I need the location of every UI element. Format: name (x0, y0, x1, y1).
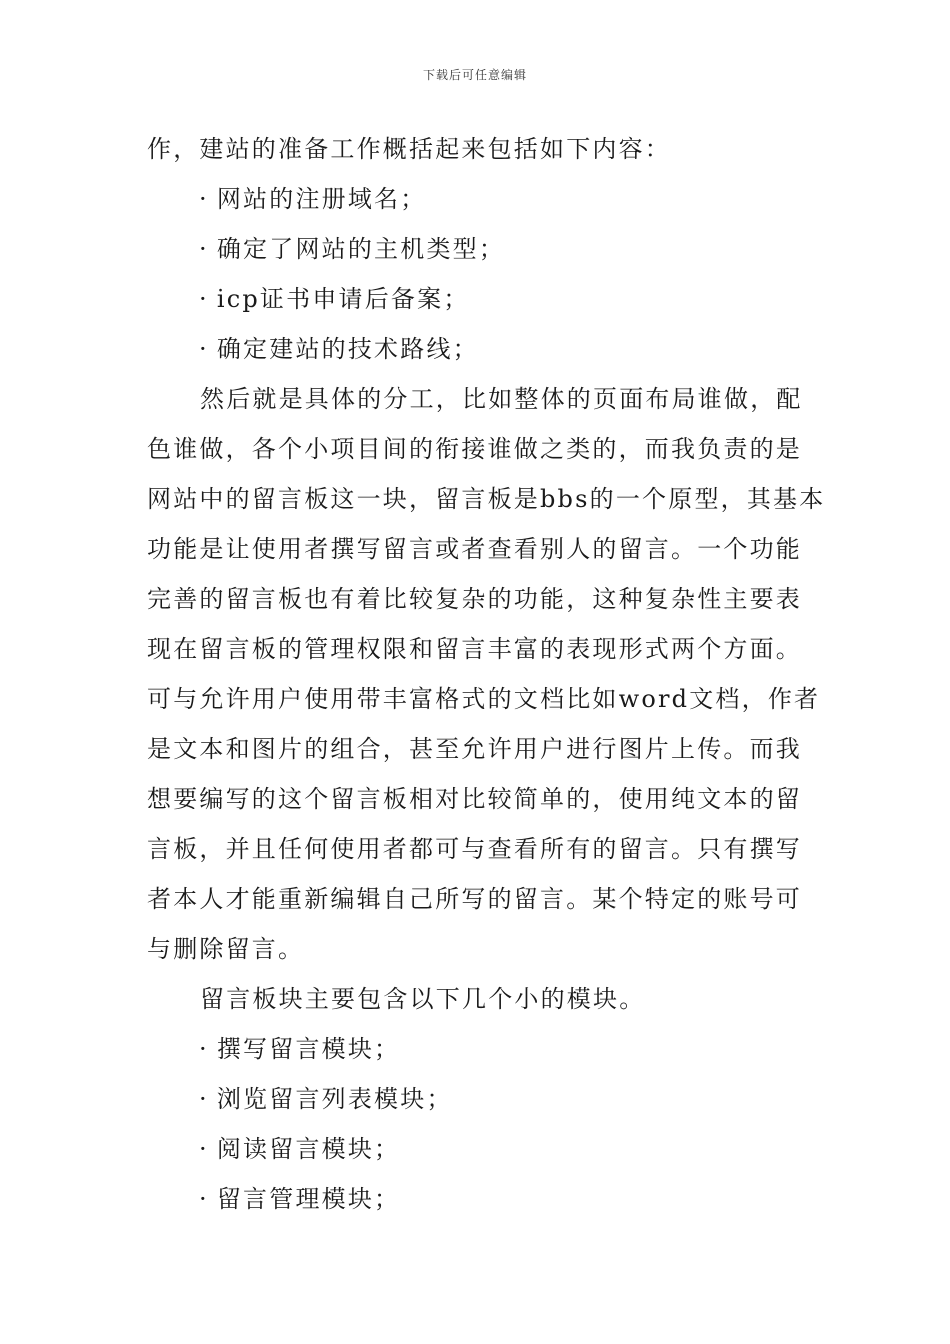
line-text: 色谁做，各个小项目间的衔接谁做之类的，而我负责的是 (147, 435, 802, 463)
bullet-item (147, 1074, 809, 1124)
line-text: 言板，并且任何使用者都可与查看所有的留言。只有撰写 (147, 835, 802, 863)
text-line (147, 774, 809, 824)
bullet-icon: · (199, 235, 209, 263)
line-text: 可与允许用户使用带丰富格式的文档比如word文档，作者 (147, 685, 821, 713)
bullet-item (147, 274, 809, 324)
line-text: 留言板块主要包含以下几个小的模块。 (200, 985, 646, 1013)
bullet-text: 阅读留言模块； (216, 1135, 401, 1163)
text-line (147, 624, 809, 674)
text-line (147, 474, 826, 524)
text-line (147, 674, 821, 724)
paragraph-first-line (147, 374, 809, 424)
bullet-item (147, 1124, 809, 1174)
line-text: 作，建站的准备工作概括起来包括如下内容： (147, 135, 671, 163)
bullet-icon: · (199, 335, 209, 363)
bullet-icon: · (199, 1135, 209, 1163)
bullet-icon: · (199, 1185, 209, 1213)
bullet-item (147, 1174, 809, 1224)
bullet-text: 确定了网站的主机类型； (216, 235, 506, 263)
line-text: 然后就是具体的分工，比如整体的页面布局谁做，配 (200, 385, 803, 413)
bullet-icon: · (199, 285, 209, 313)
bullet-text: icp证书申请后备案； (216, 285, 470, 313)
bullet-text: 确定建站的技术路线； (216, 335, 479, 363)
line-text: 想要编写的这个留言板相对比较简单的，使用纯文本的留 (147, 785, 802, 813)
bullet-text: 留言管理模块； (216, 1185, 401, 1213)
paragraph-first-line (147, 974, 809, 1024)
text-line (147, 824, 809, 874)
bullet-text: 撰写留言模块； (216, 1035, 401, 1063)
text-line (147, 524, 809, 574)
text-line (147, 724, 809, 774)
text-line (147, 124, 809, 174)
bullet-text: 浏览留言列表模块； (216, 1085, 453, 1113)
document-body (147, 124, 826, 1224)
bullet-icon: · (199, 1085, 209, 1113)
line-text: 功能是让使用者撰写留言或者查看别人的留言。一个功能 (147, 535, 802, 563)
page-header: 下载后可任意编辑 (422, 68, 527, 82)
line-text: 者本人才能重新编辑自己所写的留言。某个特定的账号可 (147, 885, 802, 913)
line-text: 现在留言板的管理权限和留言丰富的表现形式两个方面。 (147, 635, 802, 663)
bullet-icon: · (199, 185, 209, 213)
bullet-icon: · (199, 1035, 209, 1063)
text-line (147, 924, 809, 974)
text-line (147, 874, 809, 924)
line-text: 与删除留言。 (147, 935, 305, 963)
bullet-item (147, 1024, 809, 1074)
text-line (147, 424, 809, 474)
bullet-item (147, 324, 809, 374)
line-text: 完善的留言板也有着比较复杂的功能，这种复杂性主要表 (147, 585, 802, 613)
bullet-item (147, 174, 809, 224)
bullet-item (147, 224, 809, 274)
line-text: 是文本和图片的组合，甚至允许用户进行图片上传。而我 (147, 735, 802, 763)
bullet-text: 网站的注册域名； (216, 185, 427, 213)
line-text: 网站中的留言板这一块，留言板是bbs的一个原型，其基本 (147, 485, 826, 513)
text-line (147, 574, 809, 624)
